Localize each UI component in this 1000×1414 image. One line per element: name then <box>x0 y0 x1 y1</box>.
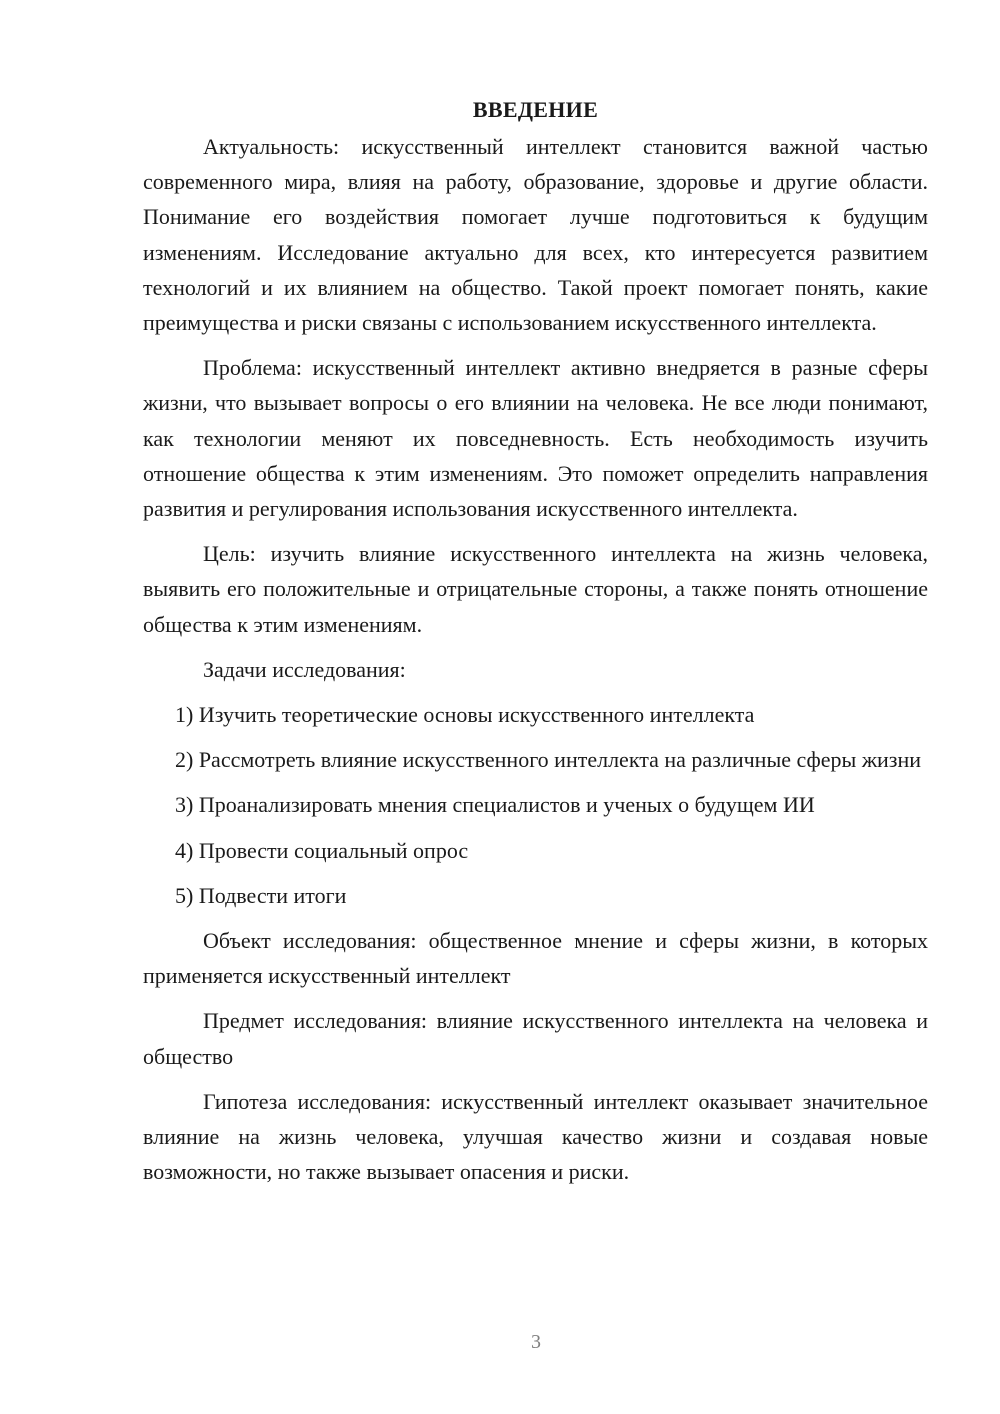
tasks-list <box>143 697 928 913</box>
document-page <box>143 92 928 1199</box>
list-item: 5) Подвести итоги <box>175 882 347 908</box>
tasks-heading: Задачи исследования: <box>203 656 406 682</box>
list-item: 4) Провести социальный опрос <box>175 837 469 863</box>
list-item: 1) Изучить теоретические основы искусственного интеллекта <box>175 702 755 728</box>
list-item: 2) Рассмотреть влияние искусственного интеллекта на различные сферы жизни <box>175 747 922 773</box>
page-number: 3 <box>531 1331 541 1353</box>
paragraph-relevance: Актуальность: искусственный интеллект становится важной частью современного мира, влияя на работу, образование, здоровье и другие области. Понимание его воздействия помогает лучше подготовиться к будущим изменениям. Исследование актуально для всех, кто интересуется развитием технологий и их влиянием на общество. Такой проект помогает понять, какие преимущества и риски связаны с использованием искусственного интеллекта. <box>143 134 928 336</box>
page-footer <box>0 1331 1000 1354</box>
paragraph-subject: Предмет исследования: влияние искусственного интеллекта на человека и общество <box>143 1008 928 1069</box>
paragraph-hypothesis: Гипотеза исследования: искусственный интеллект оказывает значительное влияние на жизнь человека, улучшая качество жизни и создавая новые возможности, но также вызывает опасения и риски. <box>143 1088 928 1185</box>
list-item: 3) Проанализировать мнения специалистов и ученых о будущем ИИ <box>175 792 815 818</box>
paragraph-object: Объект исследования: общественное мнение и сферы жизни, в которых применяется искусственный интеллект <box>143 928 928 989</box>
document-title: ВВЕДЕНИЕ <box>472 97 599 122</box>
paragraph-problem: Проблема: искусственный интеллект активно внедряется в разные сферы жизни, что вызывает вопросы о его влиянии на человека. Не все люди понимают, как технологии меняют их повседневность. Есть необходимость изучить отношение общества к этим изменениям. Это поможет определить направления развития и регулирования использования искусственного интеллекта. <box>143 355 928 522</box>
paragraph-goal: Цель: изучить влияние искусственного интеллекта на жизнь человека, выявить его положительные и отрицательные стороны, а также понять отношение общества к этим изменениям. <box>143 541 928 637</box>
